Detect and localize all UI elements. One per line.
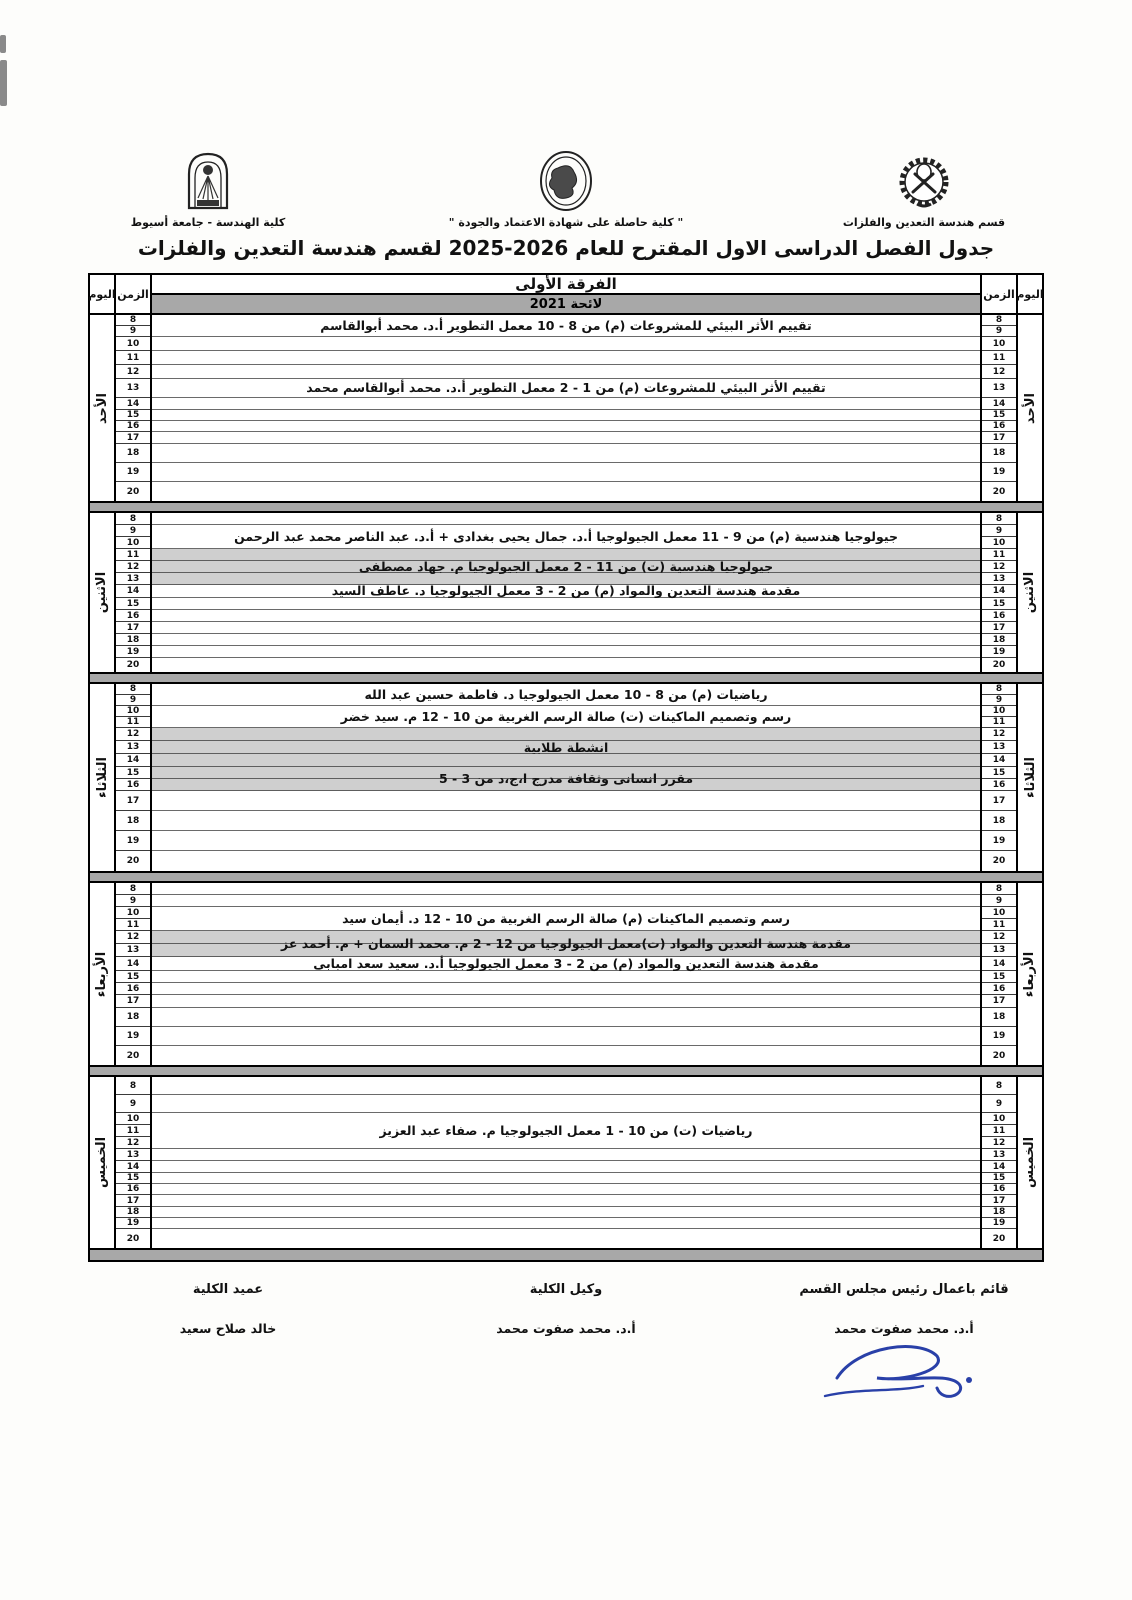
time-cell: 18 <box>116 634 150 646</box>
time-cell: 20 <box>126 1050 140 1061</box>
year-header: الفرقة الأولى <box>152 275 980 295</box>
empty-slot <box>152 851 980 871</box>
time-cell: 15 <box>982 410 1016 421</box>
day-separator-band <box>90 672 1042 684</box>
time-column <box>980 315 1016 501</box>
time-cell: 11 <box>982 549 1016 561</box>
course-entry: جيولوجيا هندسية (م) من 9 - 11 معمل الجيولوجيا أ.د. جمال يحيى بغدادى + أ.د. عبد الناصر محمد عبد الرحمن <box>152 525 980 549</box>
day-label: الأحد <box>94 392 110 424</box>
time-cell: 10 <box>116 337 150 351</box>
empty-slot <box>152 1207 980 1218</box>
time-cell: 15 <box>982 971 1016 983</box>
time-column-header: الزمن <box>116 275 152 313</box>
time-column <box>980 684 1016 871</box>
time-cell: 13 <box>982 741 1016 754</box>
empty-slot <box>152 1095 980 1113</box>
empty-slot <box>152 463 980 482</box>
time-cell: 14 <box>982 754 1016 767</box>
day-label: الأربعاء <box>1022 951 1038 997</box>
university-logo-block <box>88 150 328 229</box>
university-logo-icon <box>185 150 231 212</box>
time-cell: 10 <box>982 706 1016 717</box>
time-cell: 18 <box>982 811 1016 831</box>
time-cell: 11 <box>116 717 150 728</box>
time-cell: 18 <box>982 634 1016 646</box>
time-cell: 19 <box>982 646 1016 658</box>
empty-slot <box>152 1077 980 1095</box>
time-cell: 14 <box>116 754 150 767</box>
time-cell: 9 <box>982 326 1016 337</box>
time-cell: 14 <box>982 1161 1016 1173</box>
time-cell: 10 <box>982 907 1016 919</box>
time-cell: 17 <box>116 791 150 811</box>
group-header <box>152 275 980 313</box>
time-cell: 16 <box>116 779 150 791</box>
time-cell: 20 <box>992 856 1006 866</box>
time-cell: 8 <box>116 1077 150 1095</box>
time-cell: 20 <box>126 1233 140 1244</box>
time-column <box>116 684 152 871</box>
time-cell: 12 <box>982 561 1016 573</box>
time-cell: 10 <box>116 1113 150 1125</box>
time-cell: 16 <box>116 421 150 432</box>
course-entry: جيولوجيا هندسية (ت) من 11 - 2 معمل الجيولوجيا م. جهاد مصطفى <box>152 549 980 585</box>
empty-slot <box>152 513 980 525</box>
course-entry: تقييم الأثر البيئي للمشروعات (م) من 1 - 2 معمل التطوير أ.د. محمد أبوالقاسم محمد <box>152 379 980 398</box>
time-cell: 12 <box>982 931 1016 944</box>
day-label: الخميس <box>1022 1136 1038 1189</box>
time-cell: 15 <box>116 767 150 779</box>
time-column-header: الزمن <box>980 275 1016 313</box>
time-cell: 13 <box>116 573 150 585</box>
empty-slot <box>152 421 980 432</box>
time-column <box>980 513 1016 672</box>
day-label: الاثنين <box>94 571 110 614</box>
empty-slot <box>152 1161 980 1173</box>
day-separator-band <box>90 1065 1042 1077</box>
day-label-cell <box>1016 883 1042 1065</box>
time-cell: 9 <box>982 895 1016 907</box>
time-cell: 8 <box>982 315 1016 326</box>
time-cell: 9 <box>116 1095 150 1113</box>
time-cell: 16 <box>982 1184 1016 1195</box>
regulation-band: لائحة 2021 <box>152 295 980 313</box>
time-cell: 17 <box>116 622 150 634</box>
time-cell: 18 <box>116 444 150 463</box>
empty-slot <box>152 831 980 851</box>
time-cell: 17 <box>982 791 1016 811</box>
time-cell: 20 <box>126 856 140 866</box>
time-cell: 19 <box>116 831 150 851</box>
time-cell: 18 <box>982 1207 1016 1218</box>
day-column-header: اليوم <box>90 275 116 313</box>
time-cell: 14 <box>982 585 1016 598</box>
time-cell: 15 <box>116 598 150 610</box>
page-title: جدول الفصل الدراسى الاول المقترح للعام 2026-2025 لقسم هندسة التعدين والفلزات <box>137 236 995 260</box>
time-column <box>116 1077 152 1248</box>
table-bottom-band <box>90 1248 1042 1260</box>
empty-slot <box>152 337 980 351</box>
time-cell: 9 <box>982 695 1016 706</box>
time-cell: 20 <box>992 1233 1006 1244</box>
time-cell: 11 <box>116 919 150 931</box>
day-label: الأحد <box>1022 392 1038 424</box>
course-entry: مقدمة هندسة التعدين والمواد (ت)معمل الجيولوجيا من 12 - 2 م. محمد السمان + م. أحمد عز <box>152 931 980 957</box>
time-cell: 14 <box>116 1161 150 1173</box>
course-entry: انشطة طلابية <box>152 728 980 767</box>
department-logo-caption: قسم هندسة التعدين والفلزات <box>842 216 1006 229</box>
empty-slot <box>152 883 980 895</box>
time-cell: 12 <box>116 931 150 944</box>
time-cell: 18 <box>982 444 1016 463</box>
time-cell: 20 <box>992 1050 1006 1061</box>
time-cell: 10 <box>116 706 150 717</box>
time-cell: 15 <box>116 410 150 421</box>
time-cell: 12 <box>116 728 150 741</box>
time-cell: 15 <box>982 598 1016 610</box>
time-cell: 14 <box>116 957 150 971</box>
time-cell: 15 <box>116 1173 150 1184</box>
day-label-cell <box>1016 513 1042 672</box>
course-entry: رياضيات (م) من 8 - 10 معمل الجيولوجيا د. فاطمة حسين عبد الله <box>152 684 980 706</box>
empty-slot <box>152 658 980 672</box>
course-entry: مقدمة هندسة التعدين والمواد (م) من 2 - 3 معمل الجيولوجيا د. عاطف السيد <box>152 585 980 598</box>
time-cell: 13 <box>116 379 150 398</box>
time-cell: 19 <box>116 463 150 482</box>
dean-signature-block <box>88 1282 368 1408</box>
course-entry: مقدمة هندسة التعدين والمواد (م) من 2 - 3 معمل الجيولوجيا أ.د. سعيد سعد امبابى <box>152 957 980 971</box>
day-schedule <box>152 684 980 871</box>
day-block-thursday <box>90 1077 1042 1248</box>
course-entry: رياضيات (ت) من 10 - 1 معمل الجيولوجيا م. صفاء عبد العزيز <box>152 1113 980 1149</box>
time-cell: 16 <box>116 610 150 622</box>
accreditation-block <box>446 150 686 229</box>
empty-slot <box>152 432 980 444</box>
time-cell: 20 <box>126 486 140 497</box>
time-cell: 10 <box>982 337 1016 351</box>
empty-slot <box>152 351 980 365</box>
empty-slot <box>152 398 980 410</box>
time-cell: 17 <box>982 995 1016 1008</box>
time-cell: 10 <box>982 1113 1016 1125</box>
time-cell: 11 <box>116 351 150 365</box>
signature-name: أ.د. محمد صفوت محمد <box>834 1321 974 1336</box>
empty-slot <box>152 811 980 831</box>
time-cell: 20 <box>992 486 1006 497</box>
day-label-cell <box>90 513 116 672</box>
time-cell: 18 <box>116 1207 150 1218</box>
time-cell: 15 <box>116 971 150 983</box>
time-cell: 12 <box>982 1137 1016 1149</box>
time-cell: 8 <box>982 684 1016 695</box>
empty-slot <box>152 646 980 658</box>
time-cell: 13 <box>116 741 150 754</box>
accreditation-seal-icon <box>538 150 594 212</box>
time-column <box>980 883 1016 1065</box>
time-cell: 14 <box>982 957 1016 971</box>
time-cell: 16 <box>982 983 1016 995</box>
time-cell: 12 <box>982 728 1016 741</box>
empty-slot <box>152 1184 980 1195</box>
time-cell: 9 <box>116 895 150 907</box>
day-block-sunday <box>90 315 1042 501</box>
empty-slot <box>152 598 980 610</box>
time-cell: 8 <box>116 513 150 525</box>
time-cell: 11 <box>982 717 1016 728</box>
course-entry: مقرر انسانى وثقافة مدرج ا،ج،د من 3 - 5 <box>152 767 980 791</box>
day-column-header: اليوم <box>1016 275 1042 313</box>
time-cell: 16 <box>982 779 1016 791</box>
time-cell: 17 <box>982 622 1016 634</box>
empty-slot <box>152 444 980 463</box>
day-label: الثلاثاء <box>1022 757 1038 798</box>
signature-footer <box>88 1282 1044 1408</box>
empty-slot <box>152 410 980 421</box>
time-cell: 13 <box>982 944 1016 957</box>
empty-slot <box>152 365 980 379</box>
time-column <box>116 883 152 1065</box>
day-label: الأربعاء <box>94 951 110 997</box>
time-column <box>116 315 152 501</box>
empty-slot <box>152 1149 980 1161</box>
empty-slot <box>152 1195 980 1207</box>
time-cell: 11 <box>116 1125 150 1137</box>
time-cell: 13 <box>982 379 1016 398</box>
day-schedule <box>152 1077 980 1248</box>
time-cell: 19 <box>116 1027 150 1046</box>
day-label-cell <box>90 684 116 871</box>
empty-slot <box>152 971 980 983</box>
time-cell: 10 <box>116 537 150 549</box>
time-cell: 18 <box>982 1008 1016 1027</box>
course-entry: رسم وتصميم الماكينات (ت) صالة الرسم الغربية من 10 - 12 م. سيد خضر <box>152 706 980 728</box>
day-separator-band <box>90 501 1042 513</box>
university-logo-caption: كلية الهندسة - جامعة أسيوط <box>130 216 286 229</box>
time-cell: 12 <box>116 561 150 573</box>
day-schedule <box>152 883 980 1065</box>
day-separator-band <box>90 871 1042 883</box>
time-cell: 19 <box>116 1218 150 1229</box>
time-cell: 19 <box>982 463 1016 482</box>
handwritten-signature-icon <box>764 1338 1044 1408</box>
empty-slot <box>152 1218 980 1229</box>
time-cell: 12 <box>982 365 1016 379</box>
course-entry: رسم وتصميم الماكينات (م) صالة الرسم الغربية من 10 - 12 د. أيمان سيد <box>152 907 980 931</box>
time-cell: 12 <box>116 1137 150 1149</box>
course-entry: تقييم الأثر البيئي للمشروعات (م) من 8 - 10 معمل التطوير أ.د. محمد أبوالقاسم <box>152 315 980 337</box>
time-cell: 13 <box>116 944 150 957</box>
empty-slot <box>152 895 980 907</box>
empty-slot <box>152 482 980 501</box>
time-cell: 17 <box>116 432 150 444</box>
day-label: الخميس <box>94 1136 110 1189</box>
day-block-monday <box>90 513 1042 672</box>
day-schedule <box>152 315 980 501</box>
empty-slot <box>152 622 980 634</box>
time-cell: 14 <box>116 585 150 598</box>
empty-slot <box>152 1229 980 1248</box>
empty-slot <box>152 634 980 646</box>
day-label: الثلاثاء <box>94 757 110 798</box>
day-label-cell <box>90 315 116 501</box>
time-cell: 18 <box>116 811 150 831</box>
signature-title: عميد الكلية <box>192 1282 264 1297</box>
time-cell: 19 <box>116 646 150 658</box>
time-cell: 13 <box>116 1149 150 1161</box>
time-cell: 16 <box>116 1184 150 1195</box>
day-schedule <box>152 513 980 672</box>
empty-slot <box>152 791 980 811</box>
time-cell: 11 <box>116 549 150 561</box>
scan-artifact <box>0 35 6 53</box>
time-cell: 19 <box>982 1218 1016 1229</box>
time-column <box>980 1077 1016 1248</box>
time-cell: 17 <box>982 432 1016 444</box>
time-cell: 20 <box>992 660 1006 670</box>
time-cell: 8 <box>982 883 1016 895</box>
time-cell: 11 <box>982 351 1016 365</box>
department-head-signature-block <box>764 1282 1044 1408</box>
time-cell: 20 <box>126 660 140 670</box>
time-cell: 8 <box>982 513 1016 525</box>
time-cell: 10 <box>116 907 150 919</box>
accreditation-caption: " كلية حاصلة على شهادة الاعتماد والجودة " <box>448 216 684 229</box>
time-cell: 17 <box>116 1195 150 1207</box>
signature-title: قائم باعمال رئيس مجلس القسم <box>799 1282 1009 1297</box>
day-label-cell <box>1016 315 1042 501</box>
day-label-cell <box>90 883 116 1065</box>
empty-slot <box>152 610 980 622</box>
empty-slot <box>152 1027 980 1046</box>
day-label-cell <box>90 1077 116 1248</box>
time-cell: 14 <box>116 398 150 410</box>
time-cell: 8 <box>116 315 150 326</box>
day-label-cell <box>1016 684 1042 871</box>
signature-name: خالد صلاح سعيد <box>179 1321 277 1336</box>
time-cell: 9 <box>982 1095 1016 1113</box>
time-cell: 9 <box>116 525 150 537</box>
scan-artifact <box>0 60 7 106</box>
time-cell: 19 <box>982 831 1016 851</box>
department-logo-block <box>804 150 1044 229</box>
time-column <box>116 513 152 672</box>
time-cell: 15 <box>982 1173 1016 1184</box>
time-cell: 9 <box>116 326 150 337</box>
time-cell: 14 <box>982 398 1016 410</box>
mining-department-logo-icon <box>895 150 953 212</box>
time-cell: 13 <box>982 573 1016 585</box>
empty-slot <box>152 1008 980 1027</box>
time-cell: 8 <box>116 883 150 895</box>
time-cell: 16 <box>116 983 150 995</box>
signature-name: أ.د. محمد صفوت محمد <box>496 1321 636 1336</box>
time-cell: 15 <box>982 767 1016 779</box>
day-label: الاثنين <box>1022 571 1038 614</box>
empty-slot <box>152 1046 980 1065</box>
time-cell: 11 <box>982 919 1016 931</box>
timetable <box>88 273 1044 1262</box>
time-cell: 9 <box>982 525 1016 537</box>
letterhead <box>88 150 1044 229</box>
time-cell: 8 <box>116 684 150 695</box>
time-cell: 10 <box>982 537 1016 549</box>
time-cell: 18 <box>116 1008 150 1027</box>
time-cell: 19 <box>982 1027 1016 1046</box>
empty-slot <box>152 983 980 995</box>
empty-slot <box>152 995 980 1008</box>
empty-slot <box>152 1173 980 1184</box>
time-cell: 17 <box>116 995 150 1008</box>
time-cell: 17 <box>982 1195 1016 1207</box>
vice-dean-signature-block <box>426 1282 706 1408</box>
time-cell: 16 <box>982 610 1016 622</box>
day-block-wednesday <box>90 883 1042 1065</box>
time-cell: 11 <box>982 1125 1016 1137</box>
time-cell: 9 <box>116 695 150 706</box>
day-label-cell <box>1016 1077 1042 1248</box>
signature-title: وكيل الكلية <box>529 1282 603 1297</box>
time-cell: 13 <box>982 1149 1016 1161</box>
table-header <box>90 275 1042 315</box>
day-block-tuesday <box>90 684 1042 871</box>
time-cell: 12 <box>116 365 150 379</box>
time-cell: 8 <box>982 1077 1016 1095</box>
time-cell: 16 <box>982 421 1016 432</box>
